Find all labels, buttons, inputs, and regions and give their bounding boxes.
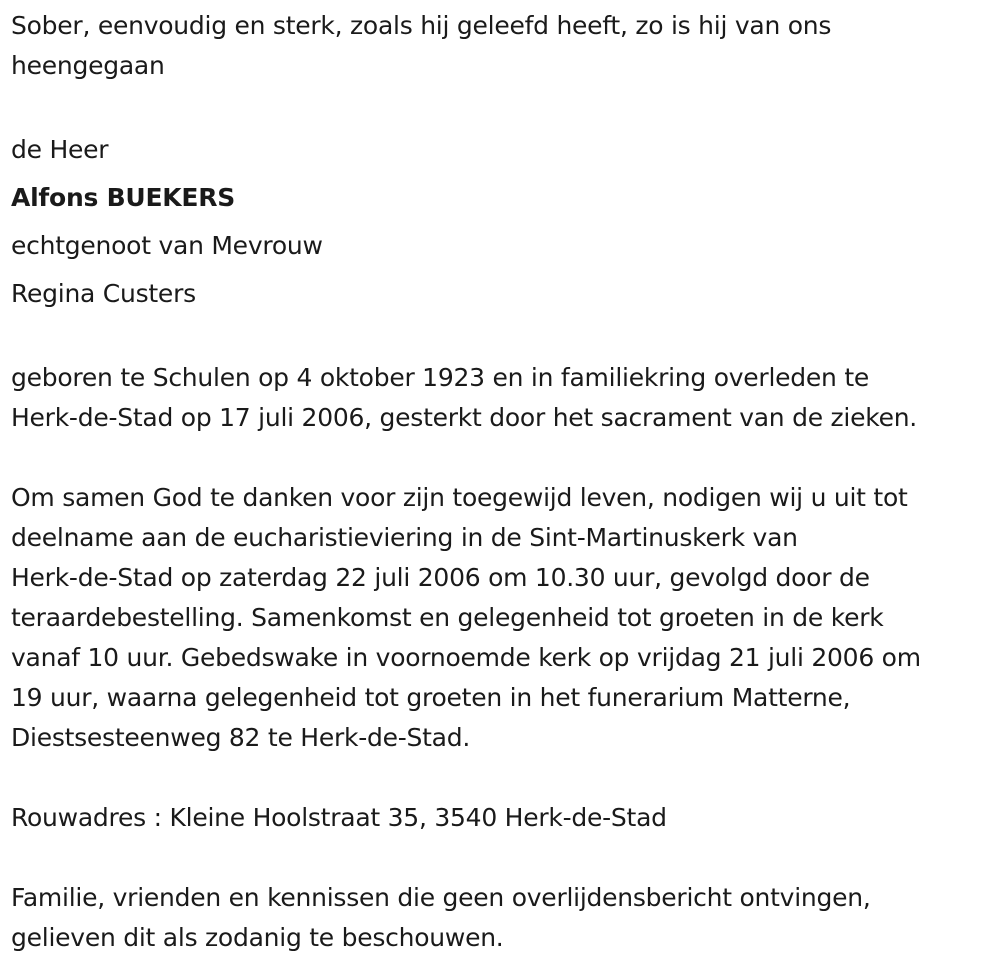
birth-death-line: Herk-de-Stad op 17 juli 2006, gesterkt door het sacrament van de zieken. xyxy=(11,403,917,432)
ceremony-line: Diestsesteenweg 82 te Herk-de-Stad. xyxy=(11,723,471,752)
birth-death-line: geboren te Schulen op 4 oktober 1923 en in familiekring overleden te xyxy=(11,363,870,392)
mourning-address: Rouwadres : Kleine Hoolstraat 35, 3540 Herk-de-Stad xyxy=(11,803,667,832)
spacer xyxy=(11,758,996,798)
ceremony-line: deelname aan de eucharistieviering in de Sint-Martinuskerk van xyxy=(11,523,798,552)
closing-paragraph xyxy=(11,878,996,958)
intro-paragraph xyxy=(11,6,996,86)
closing-line: gelieven dit als zodanig te beschouwen. xyxy=(11,923,504,952)
birth-death-paragraph xyxy=(11,358,996,438)
ceremony-paragraph xyxy=(11,478,996,758)
honorific-title: de Heer xyxy=(11,135,109,164)
deceased-block xyxy=(11,126,996,318)
spouse-name: Regina Custers xyxy=(11,279,196,308)
ceremony-line: 19 uur, waarna gelegenheid tot groeten in het funerarium Matterne, xyxy=(11,683,851,712)
obituary-notice xyxy=(11,6,996,958)
deceased-name: Alfons BUEKERS xyxy=(11,183,235,212)
intro-line: heengegaan xyxy=(11,51,165,80)
ceremony-line: Herk-de-Stad op zaterdag 22 juli 2006 om 10.30 uur, gevolgd door de xyxy=(11,563,870,592)
intro-line: Sober, eenvoudig en sterk, zoals hij geleefd heeft, zo is hij van ons xyxy=(11,11,832,40)
ceremony-line: teraardebestelling. Samenkomst en gelegenheid tot groeten in de kerk xyxy=(11,603,884,632)
ceremony-line: Om samen God te danken voor zijn toegewijd leven, nodigen wij u uit tot xyxy=(11,483,908,512)
closing-line: Familie, vrienden en kennissen die geen overlijdensbericht ontvingen, xyxy=(11,883,871,912)
spacer xyxy=(11,438,996,478)
address-paragraph xyxy=(11,798,996,838)
spacer xyxy=(11,86,996,126)
ceremony-line: vanaf 10 uur. Gebedswake in voornoemde kerk op vrijdag 21 juli 2006 om xyxy=(11,643,921,672)
spouse-line: echtgenoot van Mevrouw xyxy=(11,231,323,260)
spacer xyxy=(11,838,996,878)
spacer xyxy=(11,318,996,358)
